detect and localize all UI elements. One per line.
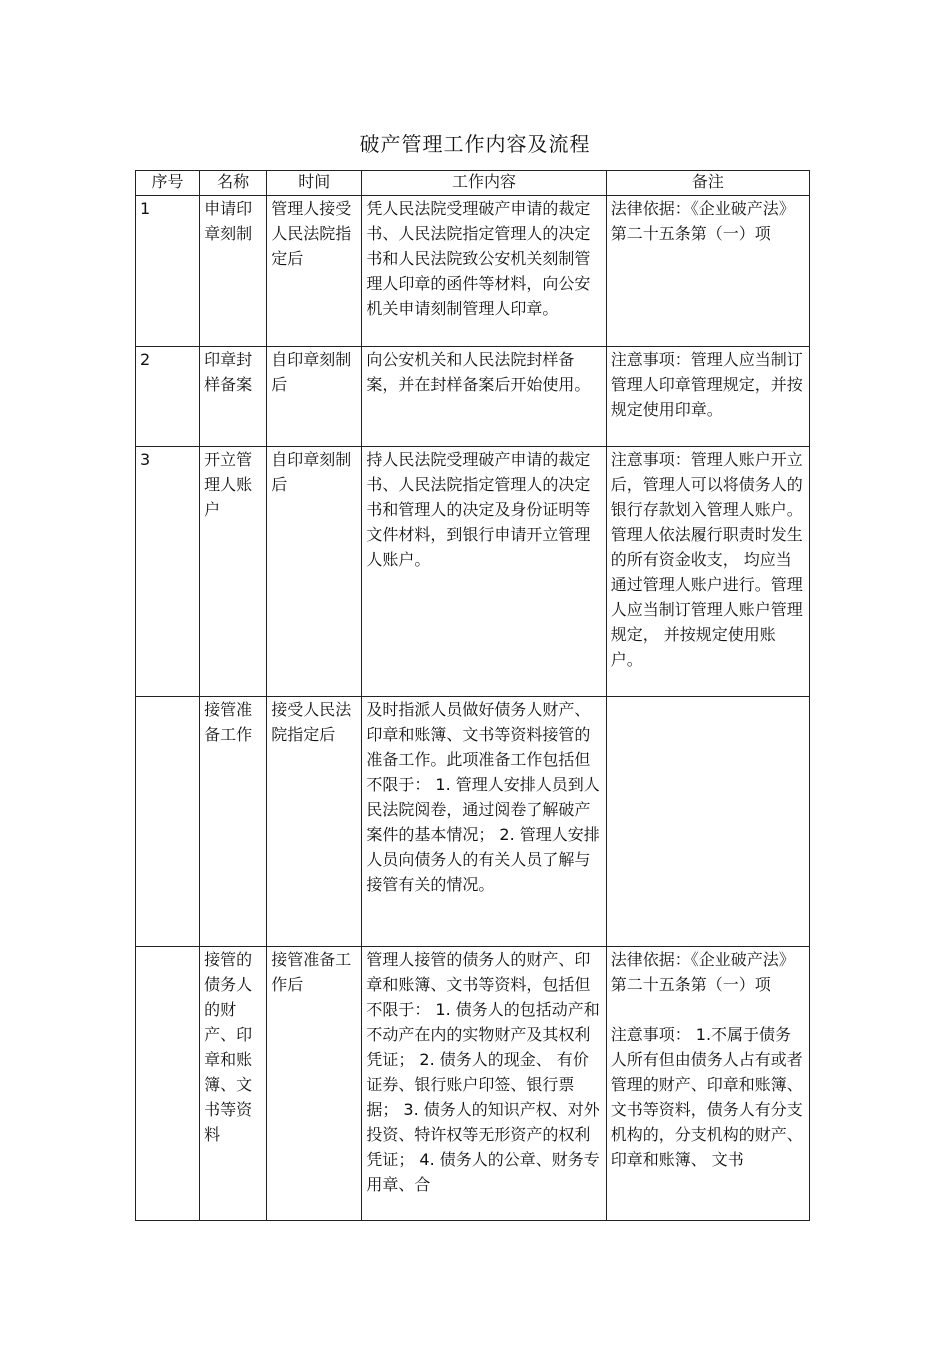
cell-time: 接管准备工作后 (267, 947, 362, 1221)
cell-no: 3 (136, 447, 200, 697)
cell-note: 法律依据：《企业破产法》第二十五条第（一）项 注意事项： 1.不属于债务人所有但由债务人占有或者管理的财产、印章和账簿、 文书等资料，债务人有分支机构的，分支机构的财产、印章和账簿、 文书 (606, 947, 809, 1221)
cell-no: 2 (136, 347, 200, 447)
table-row (136, 697, 810, 947)
cell-no: 1 (136, 196, 200, 347)
cell-note: 注意事项：管理人账户开立后，管理人可以将债务人的银行存款划入管理人账户。 管理人依法履行职责时发生的所有资金收支， 均应当通过管理人账户进行。管理人应当制订管理人账户管理规定， 并按规定使用账户。 (606, 447, 809, 697)
table-row (136, 447, 810, 697)
cell-name: 申请印章刻制 (200, 196, 267, 347)
cell-name: 开立管理人账户 (200, 447, 267, 697)
cell-content: 管理人接管的债务人的财产、印章和账簿、文书等资料，包括但不限于： 1. 债务人的包括动产和不动产在内的实物财产及其权利凭证； 2. 债务人的现金、 有价证券、银行账户印签、银行票据； 3. 债务人的知识产权、对外投资、特许权等无形资产的权利凭证； 4. 债务人的公章、财务专用章、合 (362, 947, 606, 1221)
table-row (136, 196, 810, 347)
cell-time: 管理人接受人民法院指定后 (267, 196, 362, 347)
table-header-row (136, 171, 810, 196)
cell-no (136, 697, 200, 947)
table-row (136, 347, 810, 447)
cell-no (136, 947, 200, 1221)
header-note: 备注 (606, 171, 809, 196)
cell-time: 自印章刻制后 (267, 347, 362, 447)
workflow-table (135, 170, 810, 1221)
header-content: 工作内容 (362, 171, 606, 196)
cell-content: 持人民法院受理破产申请的裁定书、人民法院指定管理人的决定书和管理人的决定及身份证明等文件材料，到银行申请开立管理人账户。 (362, 447, 606, 697)
cell-note: 法律依据：《企业破产法》第二十五条第（一）项 (606, 196, 809, 347)
table-row (136, 947, 810, 1221)
cell-time: 自印章刻制后 (267, 447, 362, 697)
header-time: 时间 (267, 171, 362, 196)
header-no: 序号 (136, 171, 200, 196)
cell-note: 注意事项：管理人应当制订管理人印章管理规定，并按规定使用印章。 (606, 347, 809, 447)
cell-name: 印章封样备案 (200, 347, 267, 447)
page-title: 破产管理工作内容及流程 (359, 132, 591, 156)
cell-content: 向公安机关和人民法院封样备案，并在封样备案后开始使用。 (362, 347, 606, 447)
cell-name: 接管的债务人的财产、印章和账簿、文书等资料 (200, 947, 267, 1221)
cell-content: 凭人民法院受理破产申请的裁定书、人民法院指定管理人的决定书和人民法院致公安机关刻制管理人印章的函件等材料，向公安机关申请刻制管理人印章。 (362, 196, 606, 347)
cell-note (606, 697, 809, 947)
header-name: 名称 (200, 171, 267, 196)
cell-content: 及时指派人员做好债务人财产、印章和账簿、文书等资料接管的准备工作。此项准备工作包括但不限于： 1. 管理人安排人员到人民法院阅卷，通过阅卷了解破产案件的基本情况； 2. 管理人安排人员向债务人的有关人员了解与接管有关的情况。 (362, 697, 606, 947)
cell-time: 接受人民法院指定后 (267, 697, 362, 947)
cell-name: 接管准备工作 (200, 697, 267, 947)
